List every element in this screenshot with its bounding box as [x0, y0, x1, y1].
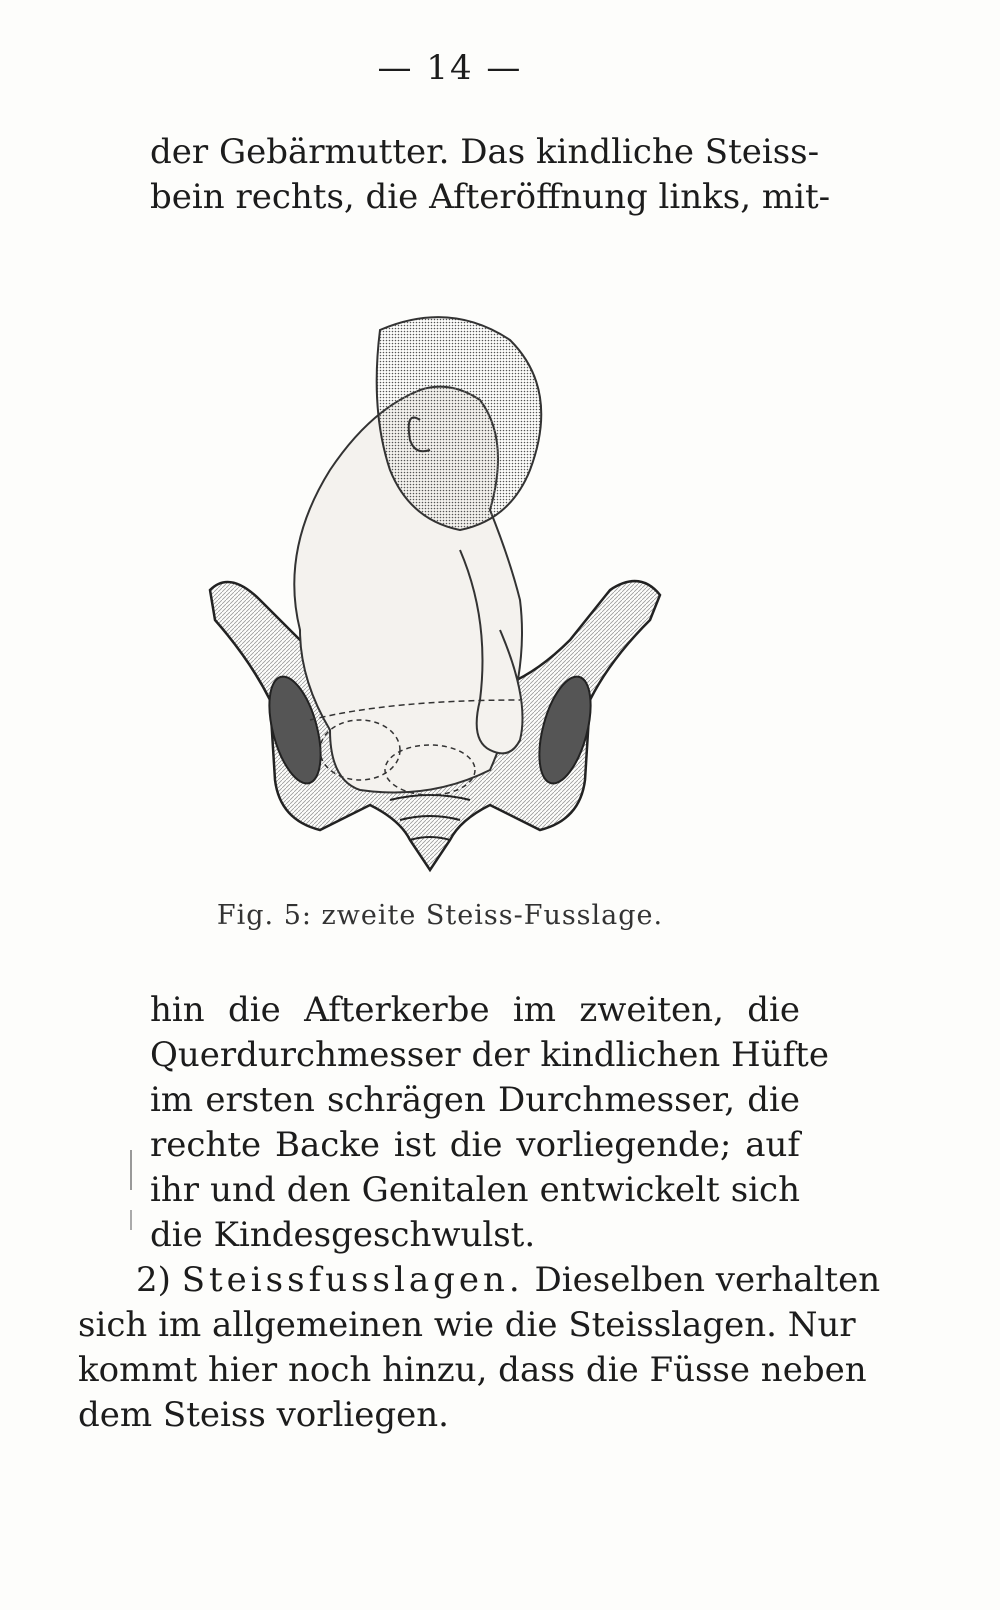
intro-paragraph	[150, 130, 831, 220]
body-paragraph-1	[150, 988, 829, 1258]
text-line: im ersten schrägen Durchmesser, die	[150, 1080, 800, 1120]
breech-illustration	[190, 300, 680, 880]
margin-pencil-mark	[130, 1150, 132, 1250]
text-line: ihr und den Genitalen entwickelt sich	[150, 1170, 800, 1210]
text-line: dem Steiss vorliegen.	[78, 1395, 449, 1435]
text-line: sich im allgemeinen wie die Steisslagen. Nur	[78, 1305, 856, 1345]
text-line: Querdurchmesser der kindlichen Hüfte	[150, 1035, 829, 1075]
infant-body	[294, 317, 541, 795]
text-line: der Gebärmutter. Das kindliche Steiss-	[150, 132, 820, 172]
list-number: 2)	[136, 1260, 171, 1300]
figure-caption: Fig. 5: zweite Steiss-Fusslage.	[216, 900, 664, 931]
section-heading: Steissfusslagen.	[181, 1260, 524, 1300]
text-line: die Kindesgeschwulst.	[150, 1215, 536, 1255]
body-paragraph-2	[78, 1258, 881, 1438]
text-line: rechte Backe ist die vorliegende; auf	[150, 1125, 800, 1165]
page-number: — 14 —	[377, 48, 523, 88]
text-fragment: Dieselben verhalten	[534, 1260, 881, 1300]
text-line: kommt hier noch hinzu, dass die Füsse neben	[78, 1350, 867, 1390]
text-line	[78, 1258, 881, 1303]
text-line: bein rechts, die Afteröffnung links, mit-	[150, 177, 831, 217]
text-line: hin die Afterkerbe im zweiten, die	[150, 990, 800, 1030]
